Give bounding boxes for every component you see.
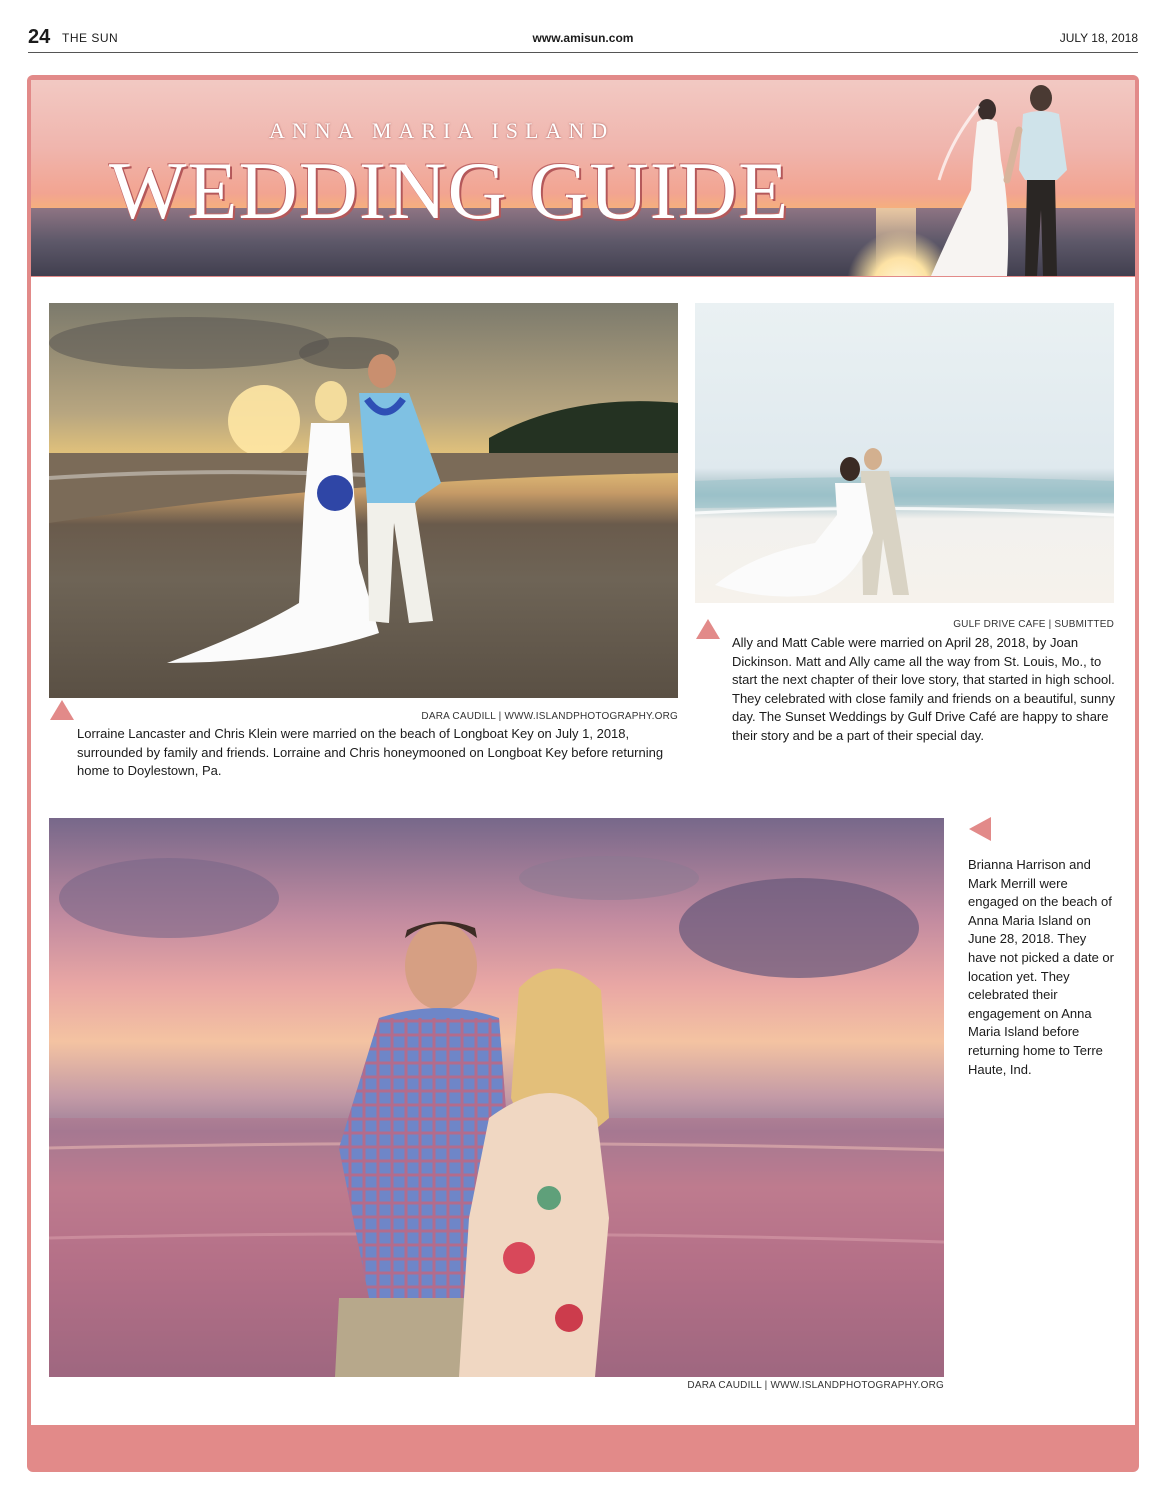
- photo-caption: Ally and Matt Cable were married on April 28, 2018, by Joan Dickinson. Matt and Ally came all the way from St. Louis, Mo., to start the next chapter of their love story, that started in high school. They celebrated with close family and friends on a beautiful, sunny day. The Sunset Weddings by Gulf Drive Café are happy to share their story and be a part of their special day.: [732, 635, 1115, 743]
- photo-credit: DARA CAUDILL | WWW.ISLANDPHOTOGRAPHY.ORG: [421, 711, 678, 722]
- photo-cable-illustration: [695, 303, 1114, 603]
- photo-credit: GULF DRIVE CAFE | SUBMITTED: [953, 619, 1114, 630]
- photo-harrison-merrill-engagement: [49, 818, 944, 1377]
- photo-harrison-merrill-illustration: [49, 818, 944, 1377]
- photo-lancaster-klein-illustration: [49, 303, 678, 698]
- photo-cable-wedding: [695, 303, 1114, 603]
- photo-credit: DARA CAUDILL | WWW.ISLANDPHOTOGRAPHY.ORG: [687, 1380, 944, 1391]
- publication-name: THE SUN: [62, 31, 119, 45]
- issue-date: JULY 18, 2018: [1059, 31, 1138, 45]
- wedding-guide-banner: [31, 80, 1135, 276]
- caption-pointer-icon: [696, 619, 720, 639]
- page-number: 24: [28, 26, 51, 48]
- bride-groom-silhouette: [911, 80, 1111, 276]
- caption-pointer-icon: [50, 700, 74, 720]
- caption-pointer-icon: [969, 817, 991, 841]
- photo-caption: Brianna Harrison and Mark Merrill were engaged on the beach of Anna Maria Island on June 28, 2018. They have not picked a date or location yet. They celebrated their engagement on Anna Maria Island before returning home to Terre Haute, Ind.: [968, 857, 1114, 1077]
- photo-lancaster-klein-wedding: [49, 303, 678, 698]
- banner-kicker: ANNA MARIA ISLAND: [269, 118, 615, 143]
- banner-title: WEDDING GUIDE: [109, 145, 790, 236]
- running-header: [28, 26, 1138, 53]
- photo-caption: Lorraine Lancaster and Chris Klein were married on the beach of Longboat Key on July 1, 2018, surrounded by family and friends. Lorraine and Chris honeymooned on Longboat Key before returning home to Doylestown, Pa.: [77, 726, 664, 779]
- banner-sun-reflection: [876, 208, 916, 276]
- website-link[interactable]: www.amisun.com: [532, 31, 634, 45]
